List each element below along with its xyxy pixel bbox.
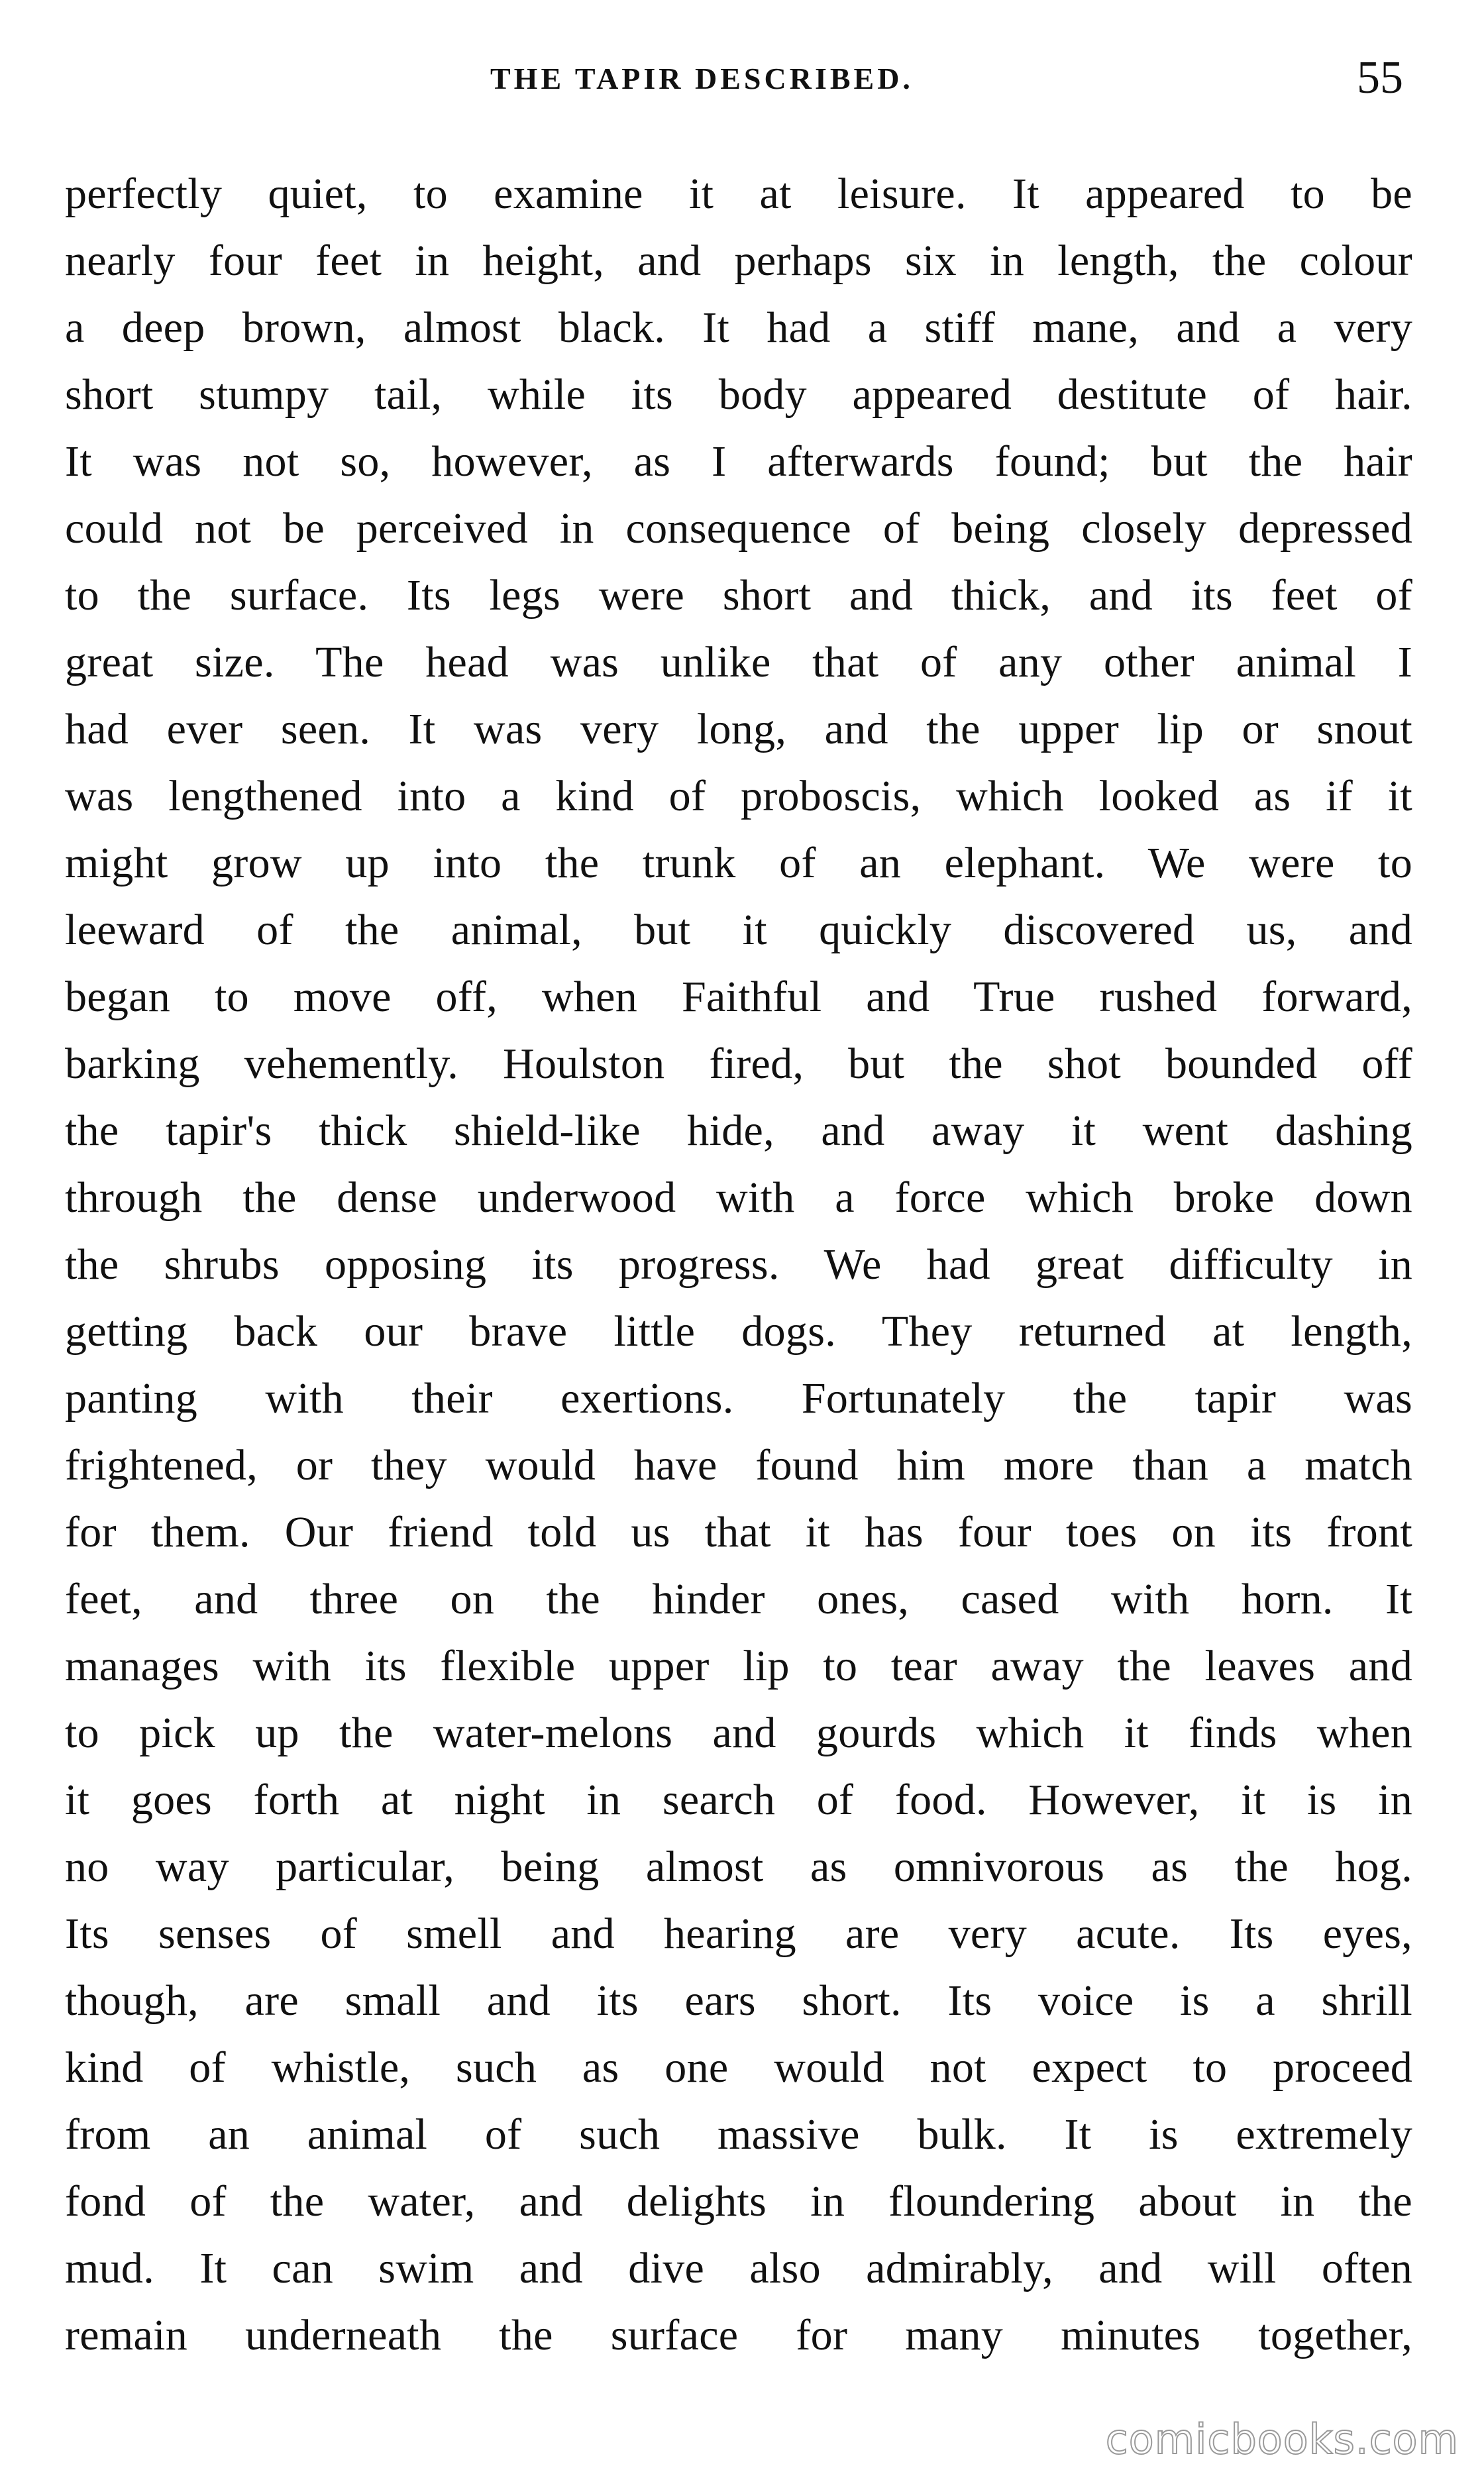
text-line: began to move off, when Faithful and True rushed forward, bbox=[65, 973, 1412, 1021]
text-line: short stumpy tail, while its body appeared destitute of hair. bbox=[65, 370, 1412, 419]
text-line: feet, and three on the hinder ones, cased with horn. It bbox=[65, 1575, 1412, 1623]
text-line: Its senses of smell and hearing are very acute. Its eyes, bbox=[65, 1910, 1412, 1958]
text-line: the tapir's thick shield-like hide, and away it went dashing bbox=[65, 1106, 1412, 1155]
body-text bbox=[65, 160, 1412, 2369]
text-line: manages with its flexible upper lip to tear away the leaves and bbox=[65, 1642, 1412, 1690]
text-line: frightened, or they would have found him more than a match bbox=[65, 1441, 1412, 1489]
text-line: through the dense underwood with a force which broke down bbox=[65, 1173, 1412, 1222]
text-line: from an animal of such massive bulk. It is extremely bbox=[65, 2110, 1412, 2159]
text-line: was lengthened into a kind of proboscis, which looked as if it bbox=[65, 772, 1412, 820]
text-line: It was not so, however, as I afterwards found; but the hair bbox=[65, 437, 1412, 486]
text-line: though, are small and its ears short. Its voice is a shrill bbox=[65, 1976, 1412, 2025]
text-line: panting with their exertions. Fortunately the tapir was bbox=[65, 1374, 1412, 1423]
text-line: getting back our brave little dogs. They returned at length, bbox=[65, 1307, 1412, 1356]
text-line: kind of whistle, such as one would not expect to proceed bbox=[65, 2043, 1412, 2092]
text-line: mud. It can swim and dive also admirably, and will often bbox=[65, 2244, 1412, 2292]
text-line: remain underneath the surface for many minutes together, bbox=[65, 2311, 1412, 2359]
text-line: the shrubs opposing its progress. We had great difficulty in bbox=[65, 1240, 1412, 1289]
text-line: to pick up the water-melons and gourds which it finds when bbox=[65, 1709, 1412, 1757]
text-line: nearly four feet in height, and perhaps six in length, the colour bbox=[65, 237, 1412, 285]
text-line: no way particular, being almost as omnivorous as the hog. bbox=[65, 1843, 1412, 1891]
watermark: comicbooks.com bbox=[1105, 2415, 1459, 2463]
text-line: might grow up into the trunk of an elephant. We were to bbox=[65, 839, 1412, 887]
text-line: leeward of the animal, but it quickly discovered us, and bbox=[65, 906, 1412, 954]
text-line: a deep brown, almost black. It had a stiff mane, and a very bbox=[65, 303, 1412, 352]
text-line: for them. Our friend told us that it has four toes on its front bbox=[65, 1508, 1412, 1556]
page-number: 55 bbox=[1357, 52, 1403, 103]
text-line: had ever seen. It was very long, and the upper lip or snout bbox=[65, 705, 1412, 753]
text-line: could not be perceived in consequence of being closely depressed bbox=[65, 504, 1412, 553]
text-line: to the surface. Its legs were short and thick, and its feet of bbox=[65, 571, 1412, 620]
text-line: barking vehemently. Houlston fired, but the shot bounded off bbox=[65, 1040, 1412, 1088]
text-line: it goes forth at night in search of food. However, it is in bbox=[65, 1776, 1412, 1824]
running-head: THE TAPIR DESCRIBED. bbox=[490, 62, 914, 95]
text-line: fond of the water, and delights in floundering about in the bbox=[65, 2177, 1412, 2226]
text-line: perfectly quiet, to examine it at leisure. It appeared to be bbox=[65, 170, 1412, 218]
text-line: great size. The head was unlike that of any other animal I bbox=[65, 638, 1412, 686]
